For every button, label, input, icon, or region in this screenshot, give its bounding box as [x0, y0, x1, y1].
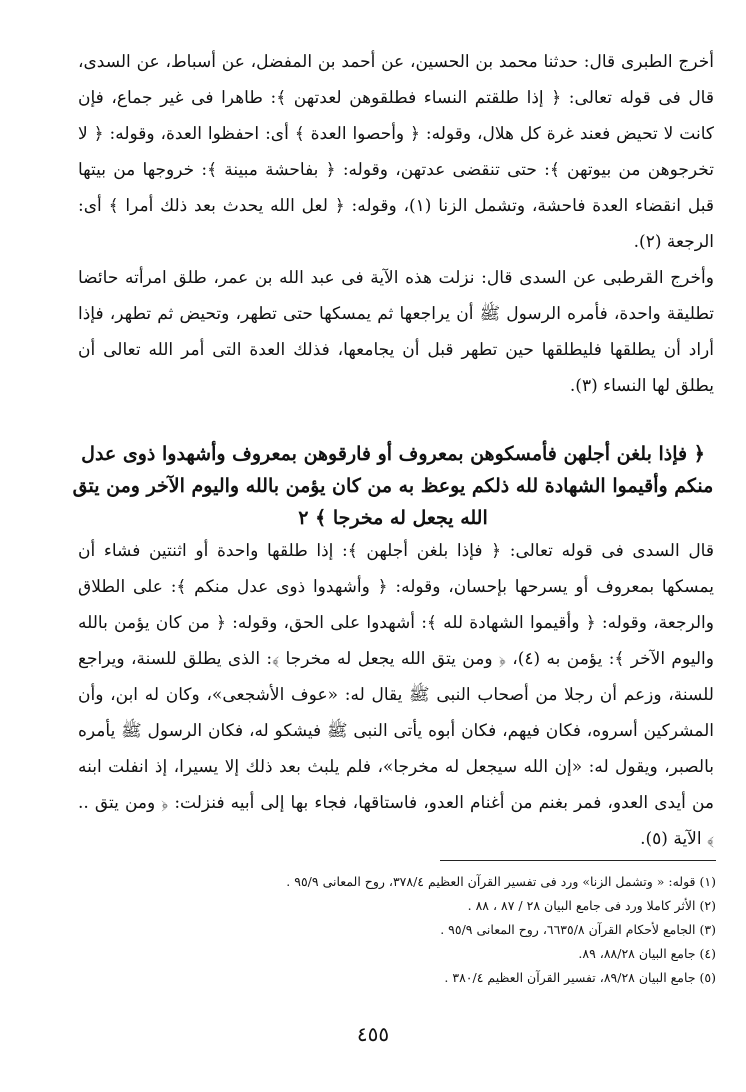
footnote-4: (٤) جامع البيان ٨٨/٢٨، ٨٩. [578, 946, 716, 961]
page-number: ٤٥٥ [356, 1022, 390, 1046]
footnote-1: (١) قوله: « وتشمل الزنا» ورد فى تفسير القرآن العظيم ٣٧٨/٤، روح المعانى ٩٥/٩ . [286, 874, 716, 889]
paragraph-qurtubi-narration: وأخرج القرطبى عن السدى قال: نزلت هذه الآية فى عبد الله بن عمر، طلق امرأته حائضا تطليقة واحدة، فأمره الرسول ﷺ أن يراجعها ثم يمسكها حتى تطهر، وتحيض ثم تطهر، فإذا أراد أن يطلقها فليطلقها حين تطهر قبل أن يجامعها، فذلك العدة التى أمر الله تعالى أن يطلق لها النساء (٣). [78, 268, 714, 396]
footnotes [80, 870, 716, 990]
footnote-5: (٥) جامع البيان ٨٩/٢٨، تفسير القرآن العظيم ٣٨٠/٤ . [444, 970, 716, 985]
paragraph-tabari-narration: أخرج الطبرى قال: حدثنا محمد بن الحسين، عن أحمد بن المفضل، عن أسباط، عن السدى، قال فى قوله تعالى: ﴿ إذا طلقتم النساء فطلقوهن لعدتهن ﴾: طاهرا فى غير جماع، فإن كانت لا تحيض فعند غرة كل هلال، وقوله: ﴿ وأحصوا العدة ﴾ أى: احفظوا العدة، وقوله: ﴿ لا تخرجوهن من بيوتهن ﴾: حتى تنقضى عدتهن، وقوله: ﴿ بفاحشة مبينة ﴾: خروجها من بيتها قبل انقضاء العدة فاحشة، وتشمل الزنا (١)، وقوله: ﴿ لعل الله يحدث بعد ذلك أمرا ﴾ أى: الرجعة (٢). [78, 52, 714, 252]
footnote-divider [440, 860, 716, 861]
footnote-3: (٣) الجامع لأحكام القرآن ٦٦٣٥/٨، روح المعانى ٩٥/٩ . [440, 922, 716, 937]
quran-verse: ﴿ فإذا بلغن أجلهن فأمسكوهن بمعروف أو فارقوهن بمعروف وأشهدوا ذوى عدل منكم وأقيموا الشهادة لله ذلكم يوعظ به من كان يؤمن بالله واليوم الآخر ومن يتق الله يجعل له مخرجا ﴾ ٢ [72, 443, 714, 529]
footnote-2: (٢) الأثر كاملا ورد فى جامع البيان ٢٨ / ٨٧ ، ٨٨ . [467, 898, 716, 913]
paragraph-suddi-commentary: قال السدى فى قوله تعالى: ﴿ فإذا بلغن أجلهن ﴾: إذا طلقها واحدة أو اثنتين فشاء أن يمسكها بمعروف أو يسرحها بإحسان، وقوله: ﴿ وأشهدوا ذوى عدل منكم ﴾: على الطلاق والرجعة، وقوله: ﴿ وأقيموا الشهادة لله ﴾: أشهدوا على الحق، وقوله: ﴿ من كان يؤمن بالله واليوم الآخر ﴾: يؤمن به (٤)، ﴿ ومن يتق الله يجعل له مخرجا ﴾: الذى يطلق للسنة، ويراجع للسنة، وزعم أن رجلا من أصحاب النبى ﷺ يقال له: «عوف الأشجعى»، وكان له ابن، وأن المشركين أسروه، فكان فيهم، فكان أبوه يأتى النبى ﷺ فيشكو له، فكان الرسول ﷺ يأمره بالصبر، ويقول له: «إن الله سيجعل له مخرجا»، فلم يلبث بعد ذلك إلا يسيرا، إذ انفلت ابنه من أيدى العدو، فمر بغنم من أغنام العدو، فاستاقها، فجاء بها إلى أبيه فنزلت: ﴿ ومن يتق .. ﴾ الآية (٥). [78, 541, 714, 849]
